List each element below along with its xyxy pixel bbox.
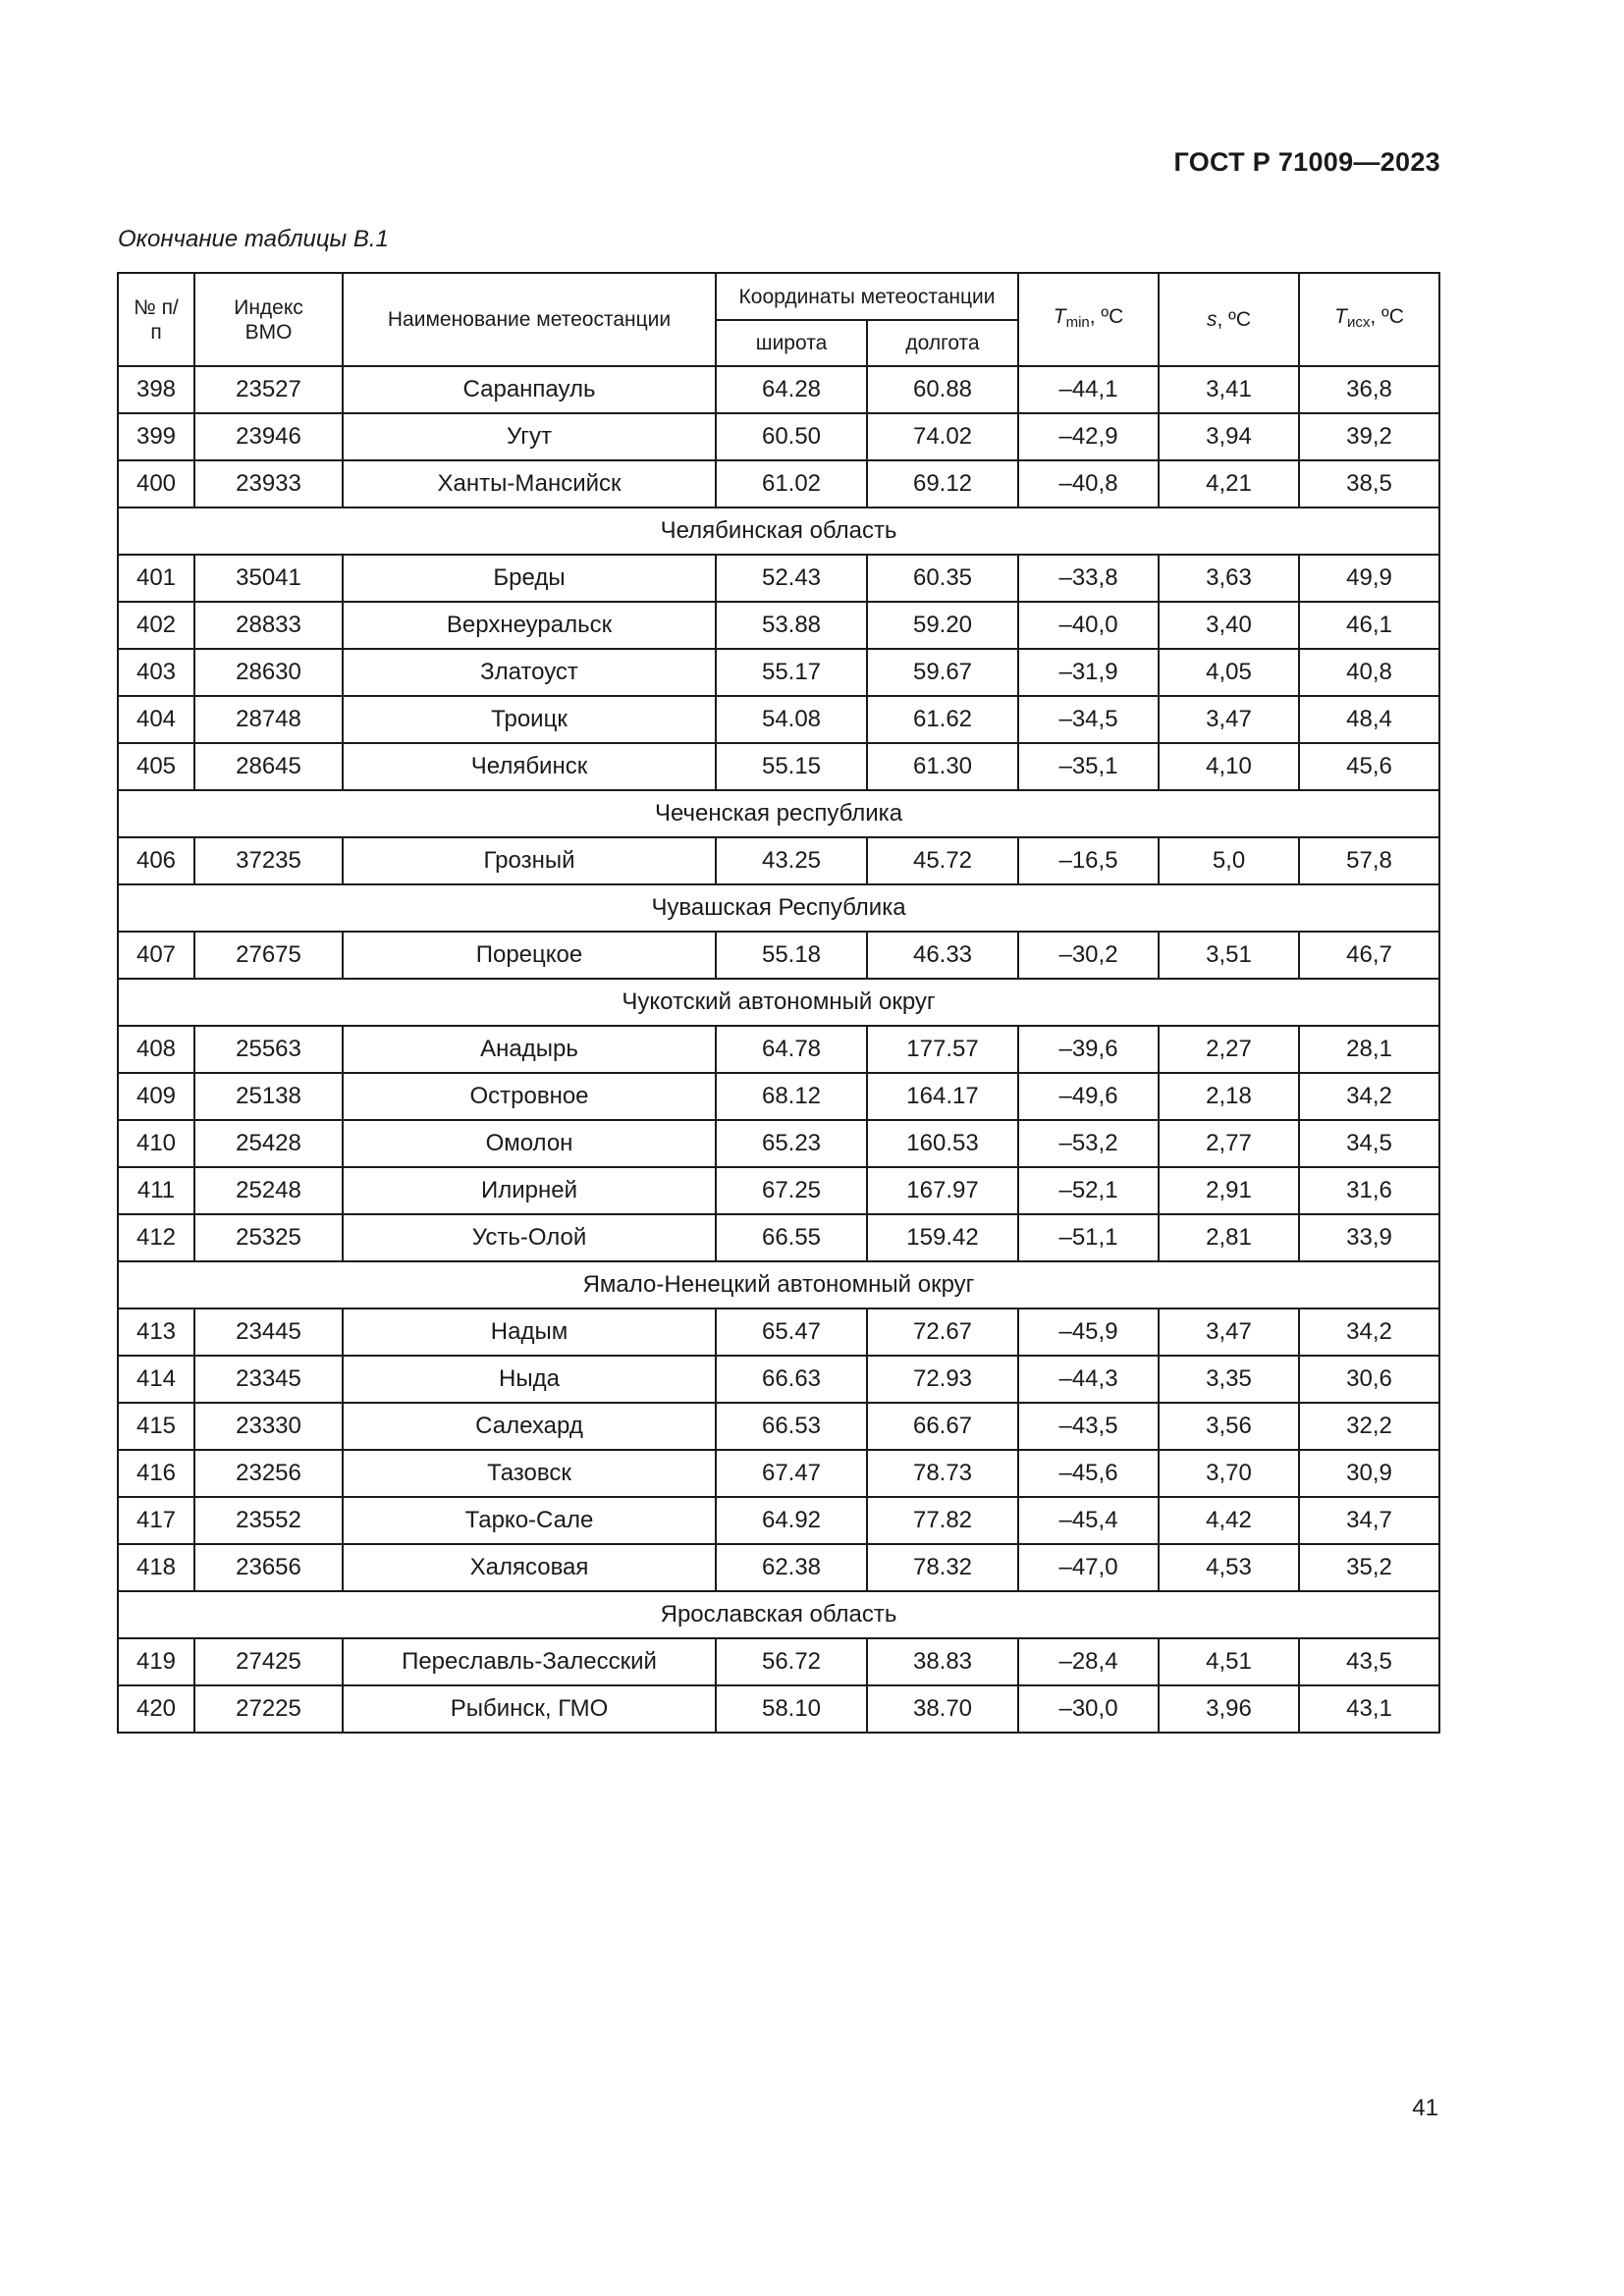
cell-wmo: 25325 bbox=[194, 1214, 343, 1261]
cell-tmin: –44,1 bbox=[1018, 366, 1159, 413]
cell-tmin: –45,4 bbox=[1018, 1497, 1159, 1544]
cell-num: 400 bbox=[118, 460, 194, 507]
region-row bbox=[118, 790, 1439, 837]
cell-tisx: 34,5 bbox=[1299, 1120, 1439, 1167]
cell-num: 415 bbox=[118, 1403, 194, 1450]
region-row bbox=[118, 507, 1439, 555]
cell-tisx: 46,7 bbox=[1299, 932, 1439, 979]
cell-lat: 65.23 bbox=[716, 1120, 867, 1167]
col-header-lat: широта bbox=[716, 320, 867, 366]
cell-tisx: 43,5 bbox=[1299, 1638, 1439, 1685]
page-number: 41 bbox=[1412, 2095, 1438, 2121]
cell-tmin: –43,5 bbox=[1018, 1403, 1159, 1450]
cell-wmo: 23527 bbox=[194, 366, 343, 413]
table-row bbox=[118, 1214, 1439, 1261]
table-row bbox=[118, 649, 1439, 696]
cell-lon: 61.62 bbox=[867, 696, 1018, 743]
cell-lat: 64.92 bbox=[716, 1497, 867, 1544]
cell-lon: 78.73 bbox=[867, 1450, 1018, 1497]
cell-lon: 167.97 bbox=[867, 1167, 1018, 1214]
table-row bbox=[118, 837, 1439, 884]
cell-tisx: 36,8 bbox=[1299, 366, 1439, 413]
table-row bbox=[118, 602, 1439, 649]
cell-num: 412 bbox=[118, 1214, 194, 1261]
cell-wmo: 28833 bbox=[194, 602, 343, 649]
cell-wmo: 27225 bbox=[194, 1685, 343, 1733]
cell-lon: 61.30 bbox=[867, 743, 1018, 790]
cell-lat: 43.25 bbox=[716, 837, 867, 884]
cell-lon: 38.83 bbox=[867, 1638, 1018, 1685]
cell-tisx: 34,2 bbox=[1299, 1308, 1439, 1356]
table-row bbox=[118, 1544, 1439, 1591]
table-header bbox=[118, 273, 1439, 366]
cell-name: Островное bbox=[343, 1073, 716, 1120]
cell-name: Саранпауль bbox=[343, 366, 716, 413]
table-row bbox=[118, 1167, 1439, 1214]
cell-tmin: –45,9 bbox=[1018, 1308, 1159, 1356]
cell-name: Ханты-Мансийск bbox=[343, 460, 716, 507]
cell-lat: 67.25 bbox=[716, 1167, 867, 1214]
cell-wmo: 23330 bbox=[194, 1403, 343, 1450]
cell-lat: 64.78 bbox=[716, 1026, 867, 1073]
cell-lat: 65.47 bbox=[716, 1308, 867, 1356]
cell-name: Ныда bbox=[343, 1356, 716, 1403]
cell-tmin: –52,1 bbox=[1018, 1167, 1159, 1214]
cell-lat: 66.63 bbox=[716, 1356, 867, 1403]
cell-wmo: 27425 bbox=[194, 1638, 343, 1685]
cell-tmin: –30,2 bbox=[1018, 932, 1159, 979]
cell-s: 4,53 bbox=[1159, 1544, 1299, 1591]
cell-s: 3,40 bbox=[1159, 602, 1299, 649]
cell-s: 2,18 bbox=[1159, 1073, 1299, 1120]
cell-tisx: 34,2 bbox=[1299, 1073, 1439, 1120]
cell-num: 410 bbox=[118, 1120, 194, 1167]
table-row bbox=[118, 366, 1439, 413]
cell-num: 414 bbox=[118, 1356, 194, 1403]
col-header-lon: долгота bbox=[867, 320, 1018, 366]
col-header-s: s, ºC bbox=[1159, 273, 1299, 366]
cell-tmin: –28,4 bbox=[1018, 1638, 1159, 1685]
cell-lon: 77.82 bbox=[867, 1497, 1018, 1544]
cell-lon: 60.88 bbox=[867, 366, 1018, 413]
cell-wmo: 28748 bbox=[194, 696, 343, 743]
table-row bbox=[118, 460, 1439, 507]
cell-lat: 56.72 bbox=[716, 1638, 867, 1685]
region-label: Ямало-Ненецкий автономный округ bbox=[118, 1261, 1439, 1308]
cell-s: 2,77 bbox=[1159, 1120, 1299, 1167]
cell-tisx: 40,8 bbox=[1299, 649, 1439, 696]
cell-wmo: 37235 bbox=[194, 837, 343, 884]
cell-wmo: 23345 bbox=[194, 1356, 343, 1403]
cell-lat: 66.55 bbox=[716, 1214, 867, 1261]
cell-name: Надым bbox=[343, 1308, 716, 1356]
cell-name: Тарко-Сале bbox=[343, 1497, 716, 1544]
cell-s: 3,70 bbox=[1159, 1450, 1299, 1497]
table-row bbox=[118, 1638, 1439, 1685]
cell-lon: 66.67 bbox=[867, 1403, 1018, 1450]
cell-tisx: 57,8 bbox=[1299, 837, 1439, 884]
cell-tmin: –34,5 bbox=[1018, 696, 1159, 743]
cell-lat: 54.08 bbox=[716, 696, 867, 743]
cell-lat: 55.15 bbox=[716, 743, 867, 790]
cell-s: 3,51 bbox=[1159, 932, 1299, 979]
cell-name: Анадырь bbox=[343, 1026, 716, 1073]
cell-s: 4,05 bbox=[1159, 649, 1299, 696]
cell-lat: 64.28 bbox=[716, 366, 867, 413]
cell-tmin: –16,5 bbox=[1018, 837, 1159, 884]
table-row bbox=[118, 413, 1439, 460]
cell-tisx: 49,9 bbox=[1299, 555, 1439, 602]
cell-name: Переславль-Залесский bbox=[343, 1638, 716, 1685]
cell-wmo: 23552 bbox=[194, 1497, 343, 1544]
region-label: Чеченская республика bbox=[118, 790, 1439, 837]
cell-s: 4,10 bbox=[1159, 743, 1299, 790]
table-row bbox=[118, 932, 1439, 979]
cell-name: Илирней bbox=[343, 1167, 716, 1214]
cell-lon: 72.67 bbox=[867, 1308, 1018, 1356]
cell-num: 419 bbox=[118, 1638, 194, 1685]
cell-tmin: –51,1 bbox=[1018, 1214, 1159, 1261]
cell-lon: 177.57 bbox=[867, 1026, 1018, 1073]
cell-wmo: 35041 bbox=[194, 555, 343, 602]
cell-lon: 164.17 bbox=[867, 1073, 1018, 1120]
cell-lon: 74.02 bbox=[867, 413, 1018, 460]
cell-name: Бреды bbox=[343, 555, 716, 602]
cell-tmin: –45,6 bbox=[1018, 1450, 1159, 1497]
cell-num: 418 bbox=[118, 1544, 194, 1591]
cell-tmin: –40,0 bbox=[1018, 602, 1159, 649]
cell-name: Салехард bbox=[343, 1403, 716, 1450]
region-label: Челябинская область bbox=[118, 507, 1439, 555]
cell-lon: 46.33 bbox=[867, 932, 1018, 979]
stations-table bbox=[117, 272, 1440, 1734]
cell-tisx: 35,2 bbox=[1299, 1544, 1439, 1591]
cell-lon: 72.93 bbox=[867, 1356, 1018, 1403]
table-row bbox=[118, 1356, 1439, 1403]
cell-num: 405 bbox=[118, 743, 194, 790]
cell-tmin: –53,2 bbox=[1018, 1120, 1159, 1167]
cell-tisx: 28,1 bbox=[1299, 1026, 1439, 1073]
cell-num: 408 bbox=[118, 1026, 194, 1073]
cell-s: 3,47 bbox=[1159, 696, 1299, 743]
cell-tisx: 46,1 bbox=[1299, 602, 1439, 649]
cell-tisx: 33,9 bbox=[1299, 1214, 1439, 1261]
cell-lat: 61.02 bbox=[716, 460, 867, 507]
cell-name: Троицк bbox=[343, 696, 716, 743]
cell-name: Златоуст bbox=[343, 649, 716, 696]
cell-lat: 67.47 bbox=[716, 1450, 867, 1497]
cell-tmin: –49,6 bbox=[1018, 1073, 1159, 1120]
cell-name: Порецкое bbox=[343, 932, 716, 979]
cell-lat: 60.50 bbox=[716, 413, 867, 460]
cell-lat: 55.17 bbox=[716, 649, 867, 696]
cell-tmin: –47,0 bbox=[1018, 1544, 1159, 1591]
table-body bbox=[118, 366, 1439, 1733]
table-row bbox=[118, 1120, 1439, 1167]
cell-tmin: –33,8 bbox=[1018, 555, 1159, 602]
cell-wmo: 25138 bbox=[194, 1073, 343, 1120]
cell-lat: 62.38 bbox=[716, 1544, 867, 1591]
cell-lat: 58.10 bbox=[716, 1685, 867, 1733]
cell-tisx: 30,9 bbox=[1299, 1450, 1439, 1497]
cell-s: 3,63 bbox=[1159, 555, 1299, 602]
cell-tmin: –30,0 bbox=[1018, 1685, 1159, 1733]
table-row bbox=[118, 1308, 1439, 1356]
cell-name: Омолон bbox=[343, 1120, 716, 1167]
cell-lon: 59.67 bbox=[867, 649, 1018, 696]
cell-num: 398 bbox=[118, 366, 194, 413]
table-row bbox=[118, 1685, 1439, 1733]
table-row bbox=[118, 1450, 1439, 1497]
cell-tisx: 34,7 bbox=[1299, 1497, 1439, 1544]
cell-s: 4,51 bbox=[1159, 1638, 1299, 1685]
cell-num: 420 bbox=[118, 1685, 194, 1733]
cell-s: 5,0 bbox=[1159, 837, 1299, 884]
cell-num: 406 bbox=[118, 837, 194, 884]
cell-s: 3,41 bbox=[1159, 366, 1299, 413]
cell-s: 3,47 bbox=[1159, 1308, 1299, 1356]
region-label: Чукотский автономный округ bbox=[118, 979, 1439, 1026]
cell-lat: 52.43 bbox=[716, 555, 867, 602]
cell-wmo: 25563 bbox=[194, 1026, 343, 1073]
col-header-tisx: $T_{исх}$, ºC bbox=[1299, 273, 1439, 366]
cell-tisx: 32,2 bbox=[1299, 1403, 1439, 1450]
cell-wmo: 25428 bbox=[194, 1120, 343, 1167]
cell-name: Тазовск bbox=[343, 1450, 716, 1497]
cell-lon: 159.42 bbox=[867, 1214, 1018, 1261]
cell-s: 4,21 bbox=[1159, 460, 1299, 507]
cell-lon: 160.53 bbox=[867, 1120, 1018, 1167]
table-row bbox=[118, 1073, 1439, 1120]
cell-num: 407 bbox=[118, 932, 194, 979]
cell-num: 399 bbox=[118, 413, 194, 460]
region-row bbox=[118, 884, 1439, 932]
cell-tmin: –42,9 bbox=[1018, 413, 1159, 460]
cell-num: 417 bbox=[118, 1497, 194, 1544]
region-row bbox=[118, 1591, 1439, 1638]
table-caption: Окончание таблицы В.1 bbox=[118, 226, 389, 252]
document-id: ГОСТ Р 71009—2023 bbox=[1173, 147, 1440, 177]
cell-name: Челябинск bbox=[343, 743, 716, 790]
region-label: Ярославская область bbox=[118, 1591, 1439, 1638]
cell-tisx: 48,4 bbox=[1299, 696, 1439, 743]
cell-tmin: –40,8 bbox=[1018, 460, 1159, 507]
region-row bbox=[118, 1261, 1439, 1308]
cell-tisx: 43,1 bbox=[1299, 1685, 1439, 1733]
table-row bbox=[118, 1403, 1439, 1450]
cell-name: Верхнеуральск bbox=[343, 602, 716, 649]
cell-wmo: 25248 bbox=[194, 1167, 343, 1214]
cell-name: Усть-Олой bbox=[343, 1214, 716, 1261]
cell-wmo: 23256 bbox=[194, 1450, 343, 1497]
cell-lat: 53.88 bbox=[716, 602, 867, 649]
cell-name: Рыбинск, ГМО bbox=[343, 1685, 716, 1733]
table-row bbox=[118, 1497, 1439, 1544]
cell-tisx: 30,6 bbox=[1299, 1356, 1439, 1403]
cell-tmin: –44,3 bbox=[1018, 1356, 1159, 1403]
cell-tisx: 39,2 bbox=[1299, 413, 1439, 460]
region-label: Чувашская Республика bbox=[118, 884, 1439, 932]
cell-tmin: –35,1 bbox=[1018, 743, 1159, 790]
cell-num: 411 bbox=[118, 1167, 194, 1214]
cell-lon: 38.70 bbox=[867, 1685, 1018, 1733]
cell-wmo: 23445 bbox=[194, 1308, 343, 1356]
cell-name: Халясовая bbox=[343, 1544, 716, 1591]
cell-lat: 68.12 bbox=[716, 1073, 867, 1120]
cell-tmin: –39,6 bbox=[1018, 1026, 1159, 1073]
col-header-name: Наименование метеостанции bbox=[343, 273, 716, 366]
cell-s: 3,35 bbox=[1159, 1356, 1299, 1403]
cell-num: 409 bbox=[118, 1073, 194, 1120]
cell-num: 413 bbox=[118, 1308, 194, 1356]
cell-wmo: 28645 bbox=[194, 743, 343, 790]
cell-lon: 60.35 bbox=[867, 555, 1018, 602]
col-header-tmin: $T_{min}$, ºC bbox=[1018, 273, 1159, 366]
cell-wmo: 23933 bbox=[194, 460, 343, 507]
cell-num: 404 bbox=[118, 696, 194, 743]
cell-s: 2,27 bbox=[1159, 1026, 1299, 1073]
cell-s: 3,94 bbox=[1159, 413, 1299, 460]
cell-num: 416 bbox=[118, 1450, 194, 1497]
cell-wmo: 27675 bbox=[194, 932, 343, 979]
cell-wmo: 28630 bbox=[194, 649, 343, 696]
cell-num: 403 bbox=[118, 649, 194, 696]
region-row bbox=[118, 979, 1439, 1026]
cell-s: 4,42 bbox=[1159, 1497, 1299, 1544]
cell-lon: 78.32 bbox=[867, 1544, 1018, 1591]
cell-s: 3,96 bbox=[1159, 1685, 1299, 1733]
col-header-wmo: Индекс ВМО bbox=[194, 273, 343, 366]
table-row bbox=[118, 696, 1439, 743]
col-header-num: № п/п bbox=[118, 273, 194, 366]
cell-wmo: 23656 bbox=[194, 1544, 343, 1591]
cell-tisx: 31,6 bbox=[1299, 1167, 1439, 1214]
cell-lon: 69.12 bbox=[867, 460, 1018, 507]
col-header-coords: Координаты метеостанции bbox=[716, 273, 1018, 320]
table-row bbox=[118, 1026, 1439, 1073]
table-row bbox=[118, 743, 1439, 790]
cell-s: 3,56 bbox=[1159, 1403, 1299, 1450]
cell-num: 402 bbox=[118, 602, 194, 649]
cell-s: 2,91 bbox=[1159, 1167, 1299, 1214]
cell-tisx: 45,6 bbox=[1299, 743, 1439, 790]
cell-s: 2,81 bbox=[1159, 1214, 1299, 1261]
cell-tisx: 38,5 bbox=[1299, 460, 1439, 507]
cell-name: Угут bbox=[343, 413, 716, 460]
cell-tmin: –31,9 bbox=[1018, 649, 1159, 696]
cell-lon: 45.72 bbox=[867, 837, 1018, 884]
cell-name: Грозный bbox=[343, 837, 716, 884]
cell-lon: 59.20 bbox=[867, 602, 1018, 649]
cell-lat: 55.18 bbox=[716, 932, 867, 979]
cell-wmo: 23946 bbox=[194, 413, 343, 460]
cell-lat: 66.53 bbox=[716, 1403, 867, 1450]
table-row bbox=[118, 555, 1439, 602]
cell-num: 401 bbox=[118, 555, 194, 602]
